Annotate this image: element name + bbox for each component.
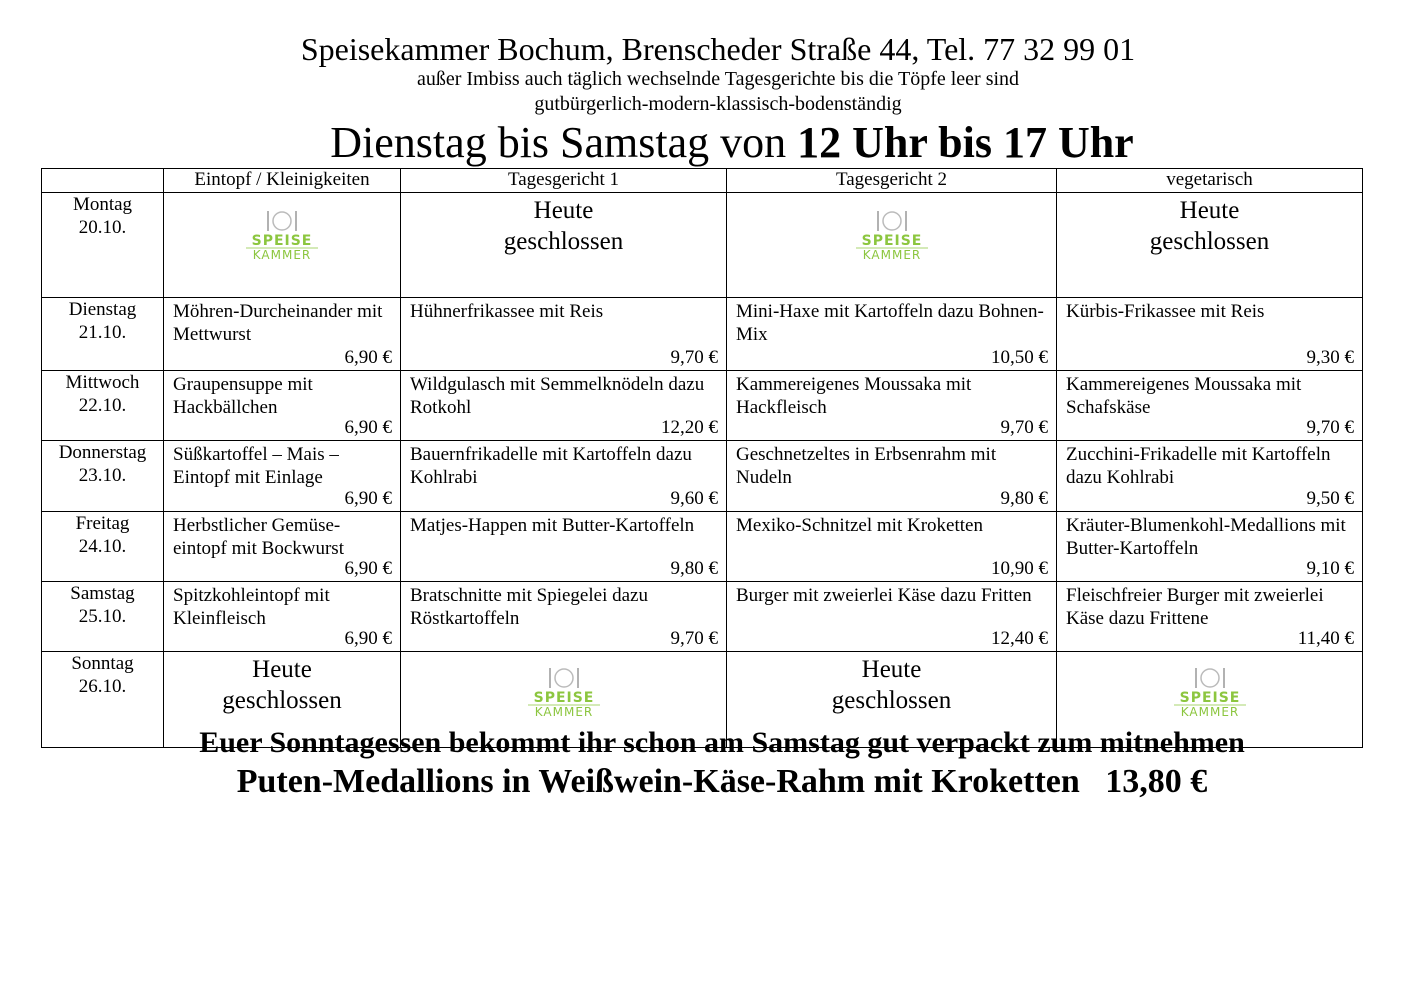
table-row: [42, 512, 1363, 582]
dish-price: 9,10 €: [1306, 558, 1354, 579]
dish-price: 6,90 €: [344, 558, 392, 579]
closed-line-1: Heute: [861, 656, 922, 683]
cell-content: [164, 207, 400, 297]
dish-name: Hühnerfrikassee mit Reis: [410, 301, 604, 322]
dish-price: 9,80 €: [670, 558, 718, 579]
dish-name: Süßkartoffel – Mais – Eintopf mit Einlage: [173, 444, 339, 488]
day-date: 24.10.: [78, 536, 127, 557]
sunday-special-dish: Puten-Medallions in Weißwein-Käse-Rahm mit Kroketten 13,80 €: [236, 763, 1208, 800]
menu-cell-tagesgericht-1: [401, 193, 727, 298]
column-header-eintopf: Eintopf / Kleinigkeiten: [164, 169, 401, 193]
dish-price: 6,90 €: [344, 347, 392, 368]
menu-cell-vegetarisch: [1057, 298, 1363, 371]
day-date: 21.10.: [78, 322, 127, 343]
cell-content: [727, 371, 1056, 440]
menu-cell-tagesgericht-2: [727, 298, 1057, 371]
menu-cell-eintopf: [164, 371, 401, 441]
dish-name: Wildgulasch mit Semmelknödeln dazu Rotkohl: [410, 374, 705, 418]
closed-notice: [1057, 193, 1362, 257]
dish-name: Matjes-Happen mit Butter-Kartoffeln: [410, 515, 695, 536]
closed-line-2: geschlossen: [831, 687, 952, 714]
cell-content: [401, 441, 726, 511]
header-day-column: [42, 169, 164, 193]
logo-text-kammer: KAMMER: [1180, 705, 1239, 719]
cell-content: [401, 298, 726, 370]
menu-cell-tagesgericht-2: [727, 441, 1057, 512]
opening-hours-days: Dienstag bis Samstag von: [330, 118, 798, 167]
closed-notice: [401, 193, 726, 257]
dish-name: Kürbis-Frikassee mit Reis: [1066, 301, 1265, 322]
dish-name: Spitzkohleintopf mit Kleinfleisch: [173, 585, 330, 629]
table-row: [42, 582, 1363, 652]
dish-price: 10,50 €: [991, 347, 1048, 368]
sunday-takeaway-notice: Euer Sonntagessen bekommt ihr schon am Samstag gut verpackt zum mitnehmen: [199, 726, 1245, 759]
logo-text-speise: SPEISE: [251, 233, 313, 249]
table-row: [42, 441, 1363, 512]
logo-icon: [852, 207, 932, 263]
menu-cell-tagesgericht-2: [727, 582, 1057, 652]
dish-price: 9,30 €: [1306, 347, 1354, 368]
cell-content: [164, 441, 400, 511]
closed-line-2: geschlossen: [222, 687, 342, 714]
cell-content: [1057, 371, 1362, 440]
cell-content: [1057, 582, 1362, 651]
dish-name: Kammereigenes Moussaka mit Schafskäse: [1066, 374, 1302, 418]
closed-line-1: Heute: [1179, 197, 1240, 224]
cell-content: [1057, 193, 1362, 283]
menu-cell-tagesgericht-1: [401, 441, 727, 512]
day-cell: [42, 582, 164, 652]
cell-content: [164, 298, 400, 370]
dish-price: 9,50 €: [1306, 488, 1354, 509]
speisekammer-logo: [1057, 664, 1362, 720]
menu-cell-tagesgericht-2: [727, 193, 1057, 298]
dish-price: 6,90 €: [344, 628, 392, 649]
speisekammer-logo: [401, 664, 726, 720]
dish-price: 12,40 €: [991, 628, 1048, 649]
dish-name: Bratschnitte mit Spiegelei dazu Röstkartoffeln: [410, 585, 648, 629]
day-cell: [42, 512, 164, 582]
cell-content: [1057, 441, 1362, 511]
restaurant-title: Speisekammer Bochum, Brenscheder Straße 44, Tel. 77 32 99 01: [300, 31, 1136, 67]
cell-content: [164, 652, 400, 735]
dish-price: 6,90 €: [344, 488, 392, 509]
dish-name: Mexiko-Schnitzel mit Kroketten: [736, 515, 983, 536]
table-row: [42, 298, 1363, 371]
column-header-tagesgericht-2: Tagesgericht 2: [727, 169, 1057, 193]
dish-name: Kammereigenes Moussaka mit Hackfleisch: [736, 374, 972, 418]
day-date: 22.10.: [78, 395, 127, 416]
day-cell: [42, 441, 164, 512]
weekly-menu-table: [41, 168, 1363, 748]
menu-body: [42, 193, 1363, 748]
dish-price: 9,70 €: [670, 628, 718, 649]
logo-text-kammer: KAMMER: [862, 248, 921, 262]
day-name: Donnerstag: [58, 442, 147, 463]
column-header-tagesgericht-1: Tagesgericht 1: [401, 169, 727, 193]
dish-name: Bauernfrikadelle mit Kartoffeln dazu Kohlrabi: [410, 444, 692, 488]
dish-name: Graupensuppe mit Hackbällchen: [173, 374, 313, 418]
dish-name: Mini-Haxe mit Kartoffeln dazu Bohnen-Mix: [736, 301, 1044, 345]
dish-name: Zucchini-Frikadelle mit Kartoffeln dazu Kohlrabi: [1066, 444, 1331, 488]
logo-text-speise: SPEISE: [533, 690, 594, 706]
cell-content: [727, 298, 1056, 370]
logo-icon: [242, 207, 322, 263]
opening-hours: [0, 117, 1404, 169]
closed-notice: [164, 652, 400, 716]
logo-text-speise: SPEISE: [861, 233, 922, 249]
cell-content: [164, 371, 400, 440]
day-cell: [42, 193, 164, 298]
closed-line-2: geschlossen: [1149, 228, 1270, 255]
day-name: Sonntag: [71, 653, 134, 674]
closed-notice: [727, 652, 1056, 716]
cell-content: [727, 652, 1056, 735]
dish-price: 9,70 €: [1000, 417, 1048, 438]
closed-line-1: Heute: [252, 656, 312, 683]
menu-cell-tagesgericht-2: [727, 371, 1057, 441]
logo-text-kammer: KAMMER: [534, 705, 593, 719]
logo-text-kammer: KAMMER: [252, 248, 312, 262]
cell-content: [401, 582, 726, 651]
menu-cell-eintopf: [164, 512, 401, 582]
subtitle-daily-dishes: außer Imbiss auch täglich wechselnde Tagesgerichte bis die Töpfe leer sind: [416, 68, 1020, 90]
logo-icon: [524, 664, 604, 720]
day-date: 26.10.: [78, 676, 127, 697]
cell-content: [401, 371, 726, 440]
dish-name: Kräuter-Blumenkohl-Medallions mit Butter-Kartoffeln: [1066, 515, 1346, 559]
menu-cell-eintopf: [164, 298, 401, 371]
day-date: 20.10.: [78, 217, 127, 238]
dish-price: 9,70 €: [1306, 417, 1354, 438]
menu-cell-eintopf: [164, 582, 401, 652]
menu-cell-tagesgericht-2: [727, 512, 1057, 582]
cell-content: [401, 193, 726, 283]
dish-price: 9,80 €: [1000, 488, 1048, 509]
menu-cell-vegetarisch: [1057, 371, 1363, 441]
logo-text-speise: SPEISE: [1179, 690, 1240, 706]
menu-header-row: [42, 169, 1363, 193]
closed-line-1: Heute: [533, 197, 594, 224]
day-name: Samstag: [70, 583, 135, 604]
menu-cell-eintopf: [164, 441, 401, 512]
table-row: [42, 371, 1363, 441]
cell-content: [1057, 298, 1362, 370]
day-name: Mittwoch: [65, 372, 140, 393]
menu-cell-vegetarisch: [1057, 512, 1363, 582]
day-date: 25.10.: [78, 606, 127, 627]
day-date: 23.10.: [78, 465, 127, 486]
dish-name: Möhren-Durcheinander mit Mettwurst: [173, 301, 383, 345]
cell-content: [401, 512, 726, 581]
speisekammer-logo: [727, 207, 1056, 263]
column-header-vegetarisch: vegetarisch: [1057, 169, 1363, 193]
menu-cell-eintopf: [164, 193, 401, 298]
day-cell: [42, 371, 164, 441]
dish-price: 10,90 €: [991, 558, 1048, 579]
menu-cell-tagesgericht-1: [401, 512, 727, 582]
cell-content: [727, 207, 1056, 297]
dish-price: 9,60 €: [670, 488, 718, 509]
menu-cell-tagesgericht-1: [401, 582, 727, 652]
cell-content: [164, 512, 400, 581]
logo-icon: [1170, 664, 1250, 720]
dish-price: 6,90 €: [344, 417, 392, 438]
menu-cell-vegetarisch: [1057, 193, 1363, 298]
menu-cell-tagesgericht-1: [401, 371, 727, 441]
dish-name: Burger mit zweierlei Käse dazu Fritten: [736, 585, 1032, 606]
menu-cell-tagesgericht-1: [401, 298, 727, 371]
menu-cell-vegetarisch: [1057, 441, 1363, 512]
day-name: Freitag: [75, 513, 130, 534]
cell-content: [1057, 512, 1362, 581]
day-cell: [42, 298, 164, 371]
dish-name: Geschnetzeltes in Erbsenrahm mit Nudeln: [736, 444, 997, 488]
dish-price: 11,40 €: [1297, 628, 1354, 649]
dish-price: 12,20 €: [661, 417, 718, 438]
subtitle-style: gutbürgerlich-modern-klassisch-bodenständig: [534, 93, 902, 115]
menu-cell-vegetarisch: [1057, 582, 1363, 652]
dish-name: Fleischfreier Burger mit zweierlei Käse dazu Frittene: [1066, 585, 1324, 629]
speisekammer-logo: [164, 207, 400, 263]
day-name: Dienstag: [68, 299, 137, 320]
cell-content: [164, 582, 400, 651]
table-row: [42, 193, 1363, 298]
cell-content: [727, 512, 1056, 581]
cell-content: [727, 441, 1056, 511]
dish-price: 9,70 €: [670, 347, 718, 368]
cell-content: [727, 582, 1056, 651]
opening-hours-times: 12 Uhr bis 17 Uhr: [797, 118, 1134, 167]
day-name: Montag: [72, 194, 133, 215]
closed-line-2: geschlossen: [503, 228, 624, 255]
dish-name: Herbstlicher Gemüse-eintopf mit Bockwurst: [173, 515, 344, 559]
